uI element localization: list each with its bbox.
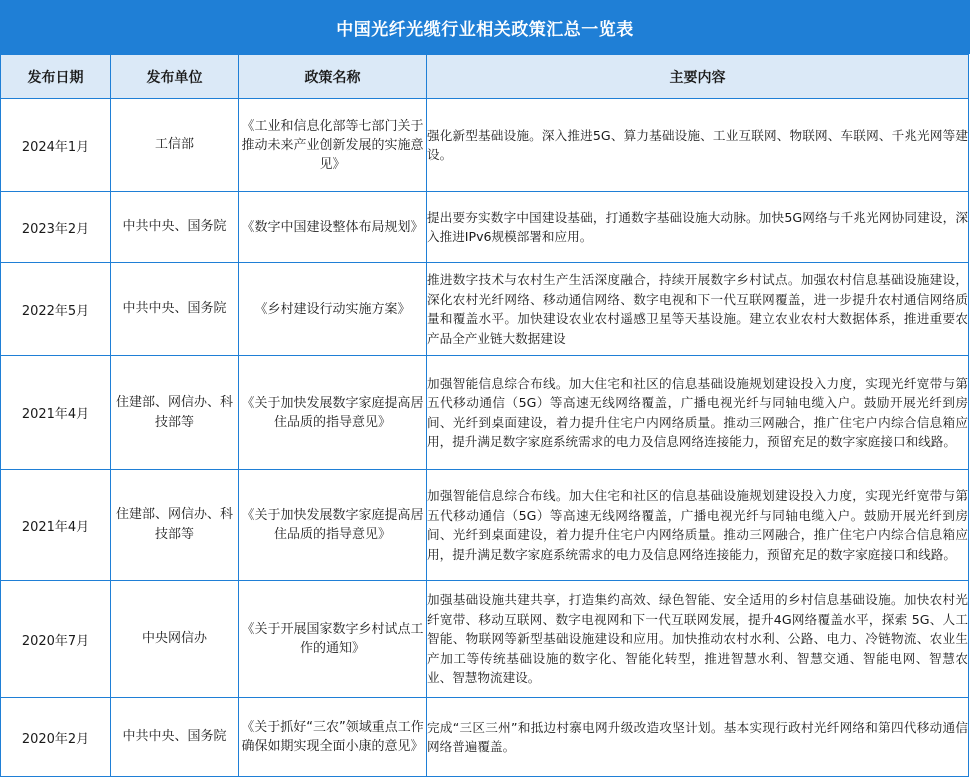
header-content: 主要内容 — [427, 55, 969, 99]
policy-table — [0, 54, 969, 777]
cell-policy-name: 《关于加快发展数字家庭提高居住品质的指导意见》 — [239, 356, 427, 470]
table-row — [1, 99, 969, 192]
cell-date: 2021年4月 — [1, 470, 111, 581]
table-title: 中国光纤光缆行业相关政策汇总一览表 — [0, 0, 970, 54]
cell-date: 2022年5月 — [1, 263, 111, 356]
cell-dept: 中央网信办 — [111, 581, 239, 698]
cell-date: 2020年7月 — [1, 581, 111, 698]
cell-policy-name: 《关于抓好“三农”领域重点工作确保如期实现全面小康的意见》 — [239, 698, 427, 777]
header-row — [1, 55, 969, 99]
table-row — [1, 698, 969, 777]
header-date: 发布日期 — [1, 55, 111, 99]
cell-dept: 中共中央、国务院 — [111, 263, 239, 356]
cell-policy-name: 《数字中国建设整体布局规划》 — [239, 192, 427, 263]
cell-dept: 中共中央、国务院 — [111, 698, 239, 777]
header-dept: 发布单位 — [111, 55, 239, 99]
cell-content: 加强基础设施共建共享，打造集约高效、绿色智能、安全适用的乡村信息基础设施。加快农村光纤宽带、移动互联网、数字电视网和下一代互联网发展，提升4G网络覆盖水平，探索 5G、人工智能、物联网等新型基础设施建设和应用。加快推动农村水利、公路、电力、冷链物流、农业生产加工等传统基础设施的数字化、智能化转型，推进智慧水利、智慧交通、智能电网、智慧农业、智慧物流建设。 — [427, 581, 969, 698]
table-row — [1, 263, 969, 356]
cell-policy-name: 《关于加快发展数字家庭提高居住品质的指导意见》 — [239, 470, 427, 581]
table-row — [1, 192, 969, 263]
cell-date: 2020年2月 — [1, 698, 111, 777]
cell-policy-name: 《关于开展国家数字乡村试点工作的通知》 — [239, 581, 427, 698]
cell-content: 提出要夯实数字中国建设基础，打通数字基础设施大动脉。加快5G网络与千兆光网协同建设，深入推进IPv6规模部署和应用。 — [427, 192, 969, 263]
cell-content: 完成“三区三州”和抵边村寨电网升级改造攻坚计划。基本实现行政村光纤网络和第四代移动通信网络普遍覆盖。 — [427, 698, 969, 777]
cell-content: 加强智能信息综合布线。加大住宅和社区的信息基础设施规划建设投入力度，实现光纤宽带与第五代移动通信（5G）等高速无线网络覆盖，广播电视光纤与同轴电缆入户。鼓励开展光纤到房间、光纤到桌面建设，着力提升住宅户内网络质量。推动三网融合，推广住宅户内综合信息箱应用，提升满足数字家庭系统需求的电力及信息网络连接能力，预留充足的数字家庭接口和线路。 — [427, 470, 969, 581]
cell-dept: 中共中央、国务院 — [111, 192, 239, 263]
cell-date: 2024年1月 — [1, 99, 111, 192]
cell-content: 强化新型基础设施。深入推进5G、算力基础设施、工业互联网、物联网、车联网、千兆光网等建设。 — [427, 99, 969, 192]
cell-content: 加强智能信息综合布线。加大住宅和社区的信息基础设施规划建设投入力度，实现光纤宽带与第五代移动通信（5G）等高速无线网络覆盖，广播电视光纤与同轴电缆入户。鼓励开展光纤到房间、光纤到桌面建设，着力提升住宅户内网络质量。推动三网融合，推广住宅户内综合信息箱应用，提升满足数字家庭系统需求的电力及信息网络连接能力，预留充足的数字家庭接口和线路。 — [427, 356, 969, 470]
header-name: 政策名称 — [239, 55, 427, 99]
cell-date: 2021年4月 — [1, 356, 111, 470]
cell-dept: 住建部、网信办、科技部等 — [111, 470, 239, 581]
table-row — [1, 470, 969, 581]
cell-dept: 住建部、网信办、科技部等 — [111, 356, 239, 470]
cell-dept: 工信部 — [111, 99, 239, 192]
cell-policy-name: 《工业和信息化部等七部门关于推动未来产业创新发展的实施意见》 — [239, 99, 427, 192]
cell-policy-name: 《乡村建设行动实施方案》 — [239, 263, 427, 356]
cell-date: 2023年2月 — [1, 192, 111, 263]
table-row — [1, 581, 969, 698]
cell-content: 推进数字技术与农村生产生活深度融合，持续开展数字乡村试点。加强农村信息基础设施建设，深化农村光纤网络、移动通信网络、数字电视和下一代互联网覆盖，进一步提升农村通信网络质量和覆盖水平。加快建设农业农村遥感卫星等天基设施。建立农业农村大数据体系，推进重要农产品全产业链大数据建设 — [427, 263, 969, 356]
table-row — [1, 356, 969, 470]
